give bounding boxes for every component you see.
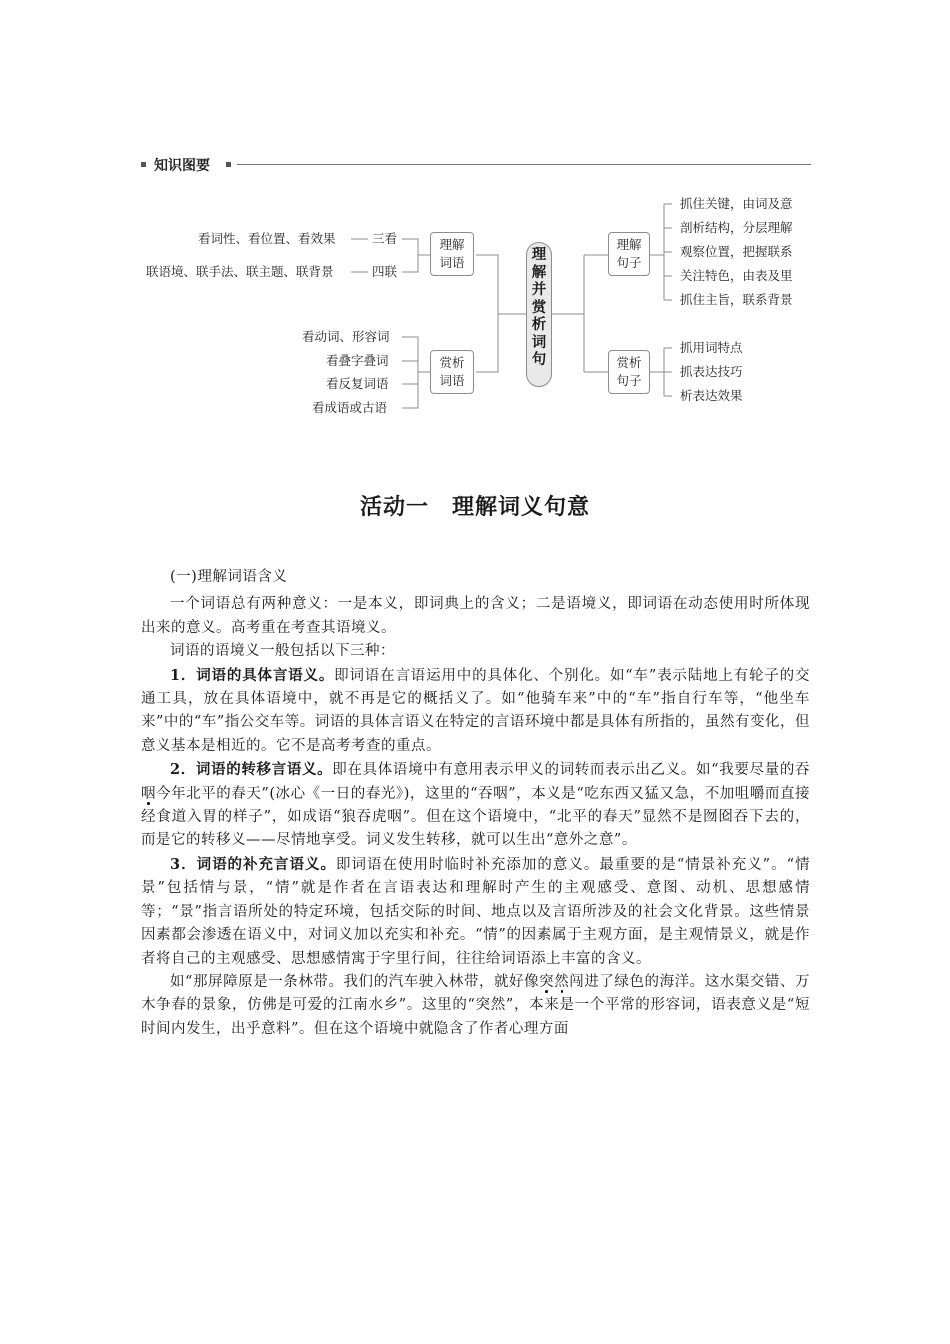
activity-title: 活动一 理解词义句意 [359,494,590,520]
paragraph-heading: 3．词语的补充言语义。 [170,855,336,873]
subheading: (一)理解词语含义 [170,569,288,585]
paragraph-text: 即词语在言语运用中的具体化、个别化。如“车”表示陆地上有轮子的交通工具，放在具体语境中，就不再是它的概括义了。如“他骑车来”中的“车”指自行车等，“他坐车来”中的“车”指公交车等。词语的具体言语义在特定的言语环境中都是具体有所指的，虽然有变化，但意义基本是相近的。它不是高考考查的重点。 [141,667,811,754]
emphasis-dot-char: 咽 [141,785,157,802]
paragraph: 一个词语总有两种意义：一是本义，即词典上的含义；二是语境义，即词语在动态使用时所体现出来的意义。高考重在考查其语境义。 [141,596,810,636]
paragraph-text: 如“那屏障原是一条林带。我们的汽车驶入林带，就好像 [170,973,540,990]
paragraph [141,664,810,759]
paragraph-text: 即词语在使用时临时补充添加的意义。最重要的是“情景补充义”。“情景”包括情与景，“情”就是作者在言语表达和理解时产生的主观感受、意图、动机、思想感情等；“景”指言语所处的特定环境，包括交际的时间、地点以及言语所涉及的社会文化背景。这些情景因素都会渗透在语义中，对词义加以充实和补充。“情”的因素属于主观方面，是主观情景义，就是作者将自己的主观感受、思想感情寓于字里行间，往往给词语添上丰富的含义。 [141,856,810,967]
mindmap-box-appreciate-sentences: 赏析 句子 [608,350,650,394]
mindmap-item: 看叠字叠词 [326,353,389,368]
emphasis-dot-char: 然 [554,973,570,990]
paragraph-text: 即在具体语境中有意用表示甲义的词转而表示出乙义。如“我要尽量的吞 [332,762,810,779]
section-title: 知识图要 [154,158,210,174]
mindmap-item: 看反复词语 [326,376,389,391]
section-header [141,153,811,177]
mindmap-item: 抓住主旨，联系背景 [680,292,793,307]
mindmap-box-understand-sentences: 理解 句子 [608,232,650,276]
mindmap-box-appreciate-words: 赏析 词语 [430,350,474,394]
mindmap-item: 抓表达技巧 [680,364,743,379]
emphasis-dot-char: 突 [539,973,555,990]
paragraph-text: 闯进了绿色的海洋。这水渠交错、万木争春的景象，仿佛是可爱的江南水乡”。这里的“突然”，本来是一个平常的形容词，语表意义是“短时间内发生，出乎意料”。但在这个语境中就隐含了作者心理方面 [141,973,811,1037]
mindmap-item: 抓用词特点 [680,340,743,355]
paragraph [141,971,810,1041]
paragraph [141,758,810,853]
paragraph-heading: 1．词语的具体言语义。 [170,666,335,684]
mindmap-tag: 四联 [372,264,398,279]
mindmap-item: 观察位置，把握联系 [680,244,793,259]
mindmap-center: 理 解 并 赏 析 词 句 [526,242,552,387]
mindmap-item: 联语境、联手法、联主题、联背景 [146,264,334,279]
mindmap-tag: 三看 [372,231,398,246]
document-body [141,566,810,1041]
mindmap-item: 剖析结构，分层理解 [680,220,793,235]
paragraph-text: 今年北平的春天”(冰心《一日的春光》)，这里的“吞咽”，本义是“吃东西又猛又急，不加咀嚼而直接经食道入胃的样子”，如成语“狼吞虎咽”。但在这个语境中，“北平的春天”显然不是囫囵吞下去的，而是它的转移义——尽情地享受。词义发生转移，就可以生出“意外之意”。 [141,785,811,849]
knowledge-mindmap [140,192,815,427]
mindmap-item: 看动词、形容词 [302,329,390,344]
square-bullet-icon [226,162,231,167]
paragraph: 词语的语境义一般包括以下三种： [170,643,395,660]
mindmap-item: 看成语或古语 [312,400,388,415]
paragraph-heading: 2．词语的转移言语义。 [170,761,333,779]
mindmap-item: 抓住关键，由词及意 [680,196,793,211]
section-rule [237,164,811,165]
square-bullet-icon [141,162,146,167]
paragraph [141,853,810,971]
mindmap-box-understand-words: 理解 词语 [430,232,474,276]
mindmap-item: 关注特色，由表及里 [680,268,793,283]
mindmap-item: 看词性、看位置、看效果 [198,231,336,246]
mindmap-item: 析表达效果 [680,388,743,403]
